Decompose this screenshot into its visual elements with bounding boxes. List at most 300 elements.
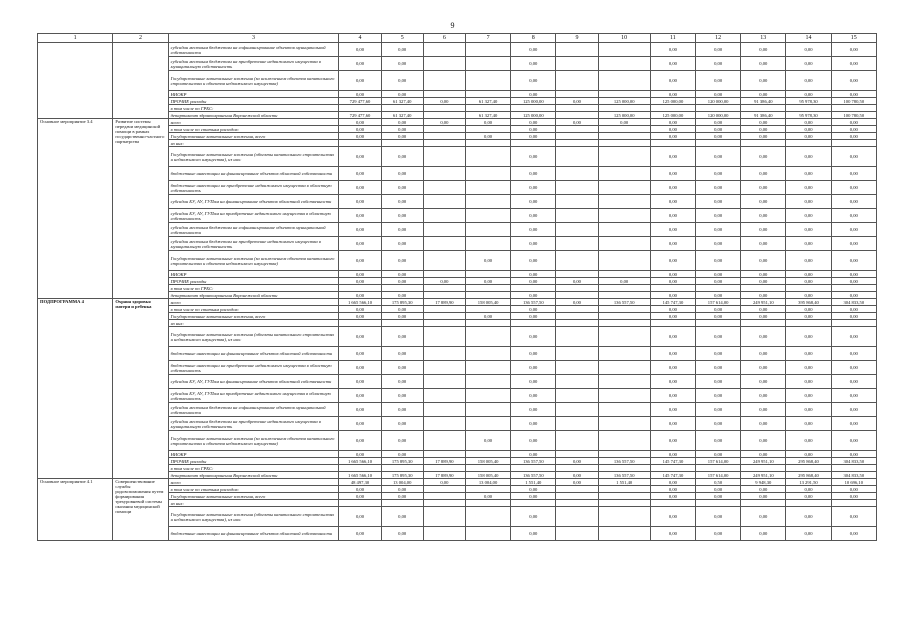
value-cell: 304 833,50: [831, 472, 876, 479]
value-cell: 61 327,40: [465, 98, 510, 105]
expense-label-cell: ПРОЧИЕ расходы: [168, 458, 339, 465]
value-cell: 17 889,90: [423, 472, 465, 479]
value-cell: 0,00: [339, 389, 381, 403]
value-cell: 0,00: [339, 209, 381, 223]
value-cell: [465, 271, 510, 278]
value-cell: [465, 403, 510, 417]
value-cell: 0,00: [556, 479, 598, 486]
value-cell: [556, 140, 598, 147]
value-cell: 0,00: [423, 119, 465, 126]
value-cell: [786, 320, 831, 327]
value-cell: 0,00: [650, 91, 695, 98]
value-cell: 0,00: [339, 133, 381, 140]
value-cell: [465, 320, 510, 327]
value-cell: [465, 91, 510, 98]
value-cell: [465, 451, 510, 458]
value-cell: [381, 285, 423, 292]
value-cell: 0,00: [786, 181, 831, 195]
page-number: 9: [450, 21, 455, 30]
value-cell: [423, 57, 465, 71]
value-cell: 0,00: [381, 126, 423, 133]
header-cell: 7: [465, 34, 510, 43]
value-cell: [598, 140, 650, 147]
value-cell: 136 557,50: [598, 299, 650, 306]
value-cell: 0,00: [381, 119, 423, 126]
expense-label-cell: департамент здравоохранения Воронежской области: [168, 472, 339, 479]
expense-label-cell: субсидии местным бюджетам на приобретение недвижимого имущества в муниципальную собственность: [168, 417, 339, 431]
value-cell: 0,00: [786, 119, 831, 126]
value-cell: 0,00: [339, 361, 381, 375]
value-cell: [423, 91, 465, 98]
value-cell: [423, 431, 465, 451]
expense-label-cell: Государственные капитальные вложения, всего: [168, 133, 339, 140]
value-cell: 0,00: [556, 278, 598, 285]
expense-label-cell: бюджетные инвестиции на финансирование объектов областной собственности: [168, 527, 339, 541]
value-cell: 0,00: [741, 313, 786, 320]
value-cell: 0,00: [831, 237, 876, 251]
value-cell: [696, 105, 741, 112]
value-cell: [423, 112, 465, 119]
value-cell: [556, 417, 598, 431]
value-cell: [598, 347, 650, 361]
value-cell: [556, 431, 598, 451]
value-cell: [423, 71, 465, 91]
expense-label-cell: в том числе по ГРБС:: [168, 465, 339, 472]
value-cell: [650, 465, 695, 472]
value-cell: [556, 451, 598, 458]
value-cell: [556, 306, 598, 313]
value-cell: 0,00: [696, 292, 741, 299]
value-cell: [556, 133, 598, 140]
value-cell: [556, 292, 598, 299]
value-cell: [786, 285, 831, 292]
value-cell: [598, 147, 650, 167]
value-cell: [741, 140, 786, 147]
value-cell: 0,00: [650, 251, 695, 271]
value-cell: [465, 292, 510, 299]
expense-label-cell: Государственные капитальные вложения (за исключением объектов капитального строительства и объектов недвижимого имущества): [168, 251, 339, 271]
value-cell: 0,00: [741, 493, 786, 500]
expense-label-cell: всего: [168, 479, 339, 486]
value-cell: [423, 403, 465, 417]
value-cell: [423, 147, 465, 167]
value-cell: [598, 313, 650, 320]
value-cell: 0,00: [650, 479, 695, 486]
value-cell: 0,00: [650, 292, 695, 299]
expense-label-cell: субсидии местным бюджетам на софинансирование объектов муниципальной собственности: [168, 223, 339, 237]
value-cell: 0,00: [696, 209, 741, 223]
value-cell: 0,00: [786, 271, 831, 278]
value-cell: [423, 465, 465, 472]
value-cell: 0,00: [696, 403, 741, 417]
value-cell: 0,00: [786, 91, 831, 98]
value-cell: [598, 43, 650, 57]
value-cell: 0,00: [381, 451, 423, 458]
value-cell: 157 614,00: [696, 458, 741, 465]
value-cell: 95 978,30: [786, 112, 831, 119]
value-cell: 125 000,00: [511, 112, 556, 119]
value-cell: 0,00: [511, 389, 556, 403]
value-cell: 0,00: [696, 195, 741, 209]
value-cell: [339, 465, 381, 472]
value-cell: [423, 251, 465, 271]
value-cell: 0,00: [831, 347, 876, 361]
value-cell: [556, 500, 598, 507]
expense-label-cell: субсидии местным бюджетам на софинансирование объектов муниципальной собственности: [168, 403, 339, 417]
value-cell: [598, 195, 650, 209]
value-cell: 0,00: [741, 451, 786, 458]
value-cell: 0,00: [339, 278, 381, 285]
value-cell: 0,00: [650, 133, 695, 140]
value-cell: [598, 133, 650, 140]
program-name-cell: Совершенствование службы родовспоможения путем формирования трехуровневой системы оказания медицинской помощи: [113, 479, 168, 541]
value-cell: 0,00: [381, 133, 423, 140]
value-cell: [465, 306, 510, 313]
value-cell: 0,00: [339, 507, 381, 527]
value-cell: [831, 285, 876, 292]
value-cell: [556, 147, 598, 167]
value-cell: 0,00: [339, 431, 381, 451]
value-cell: 0,00: [556, 472, 598, 479]
value-cell: 0,00: [741, 237, 786, 251]
value-cell: 0,00: [511, 119, 556, 126]
value-cell: [465, 285, 510, 292]
value-cell: 0,00: [831, 181, 876, 195]
value-cell: 0,00: [511, 271, 556, 278]
value-cell: [598, 57, 650, 71]
expense-label-cell: субсидии местным бюджетам на приобретение недвижимого имущества в муниципальную собственность: [168, 237, 339, 251]
value-cell: [598, 105, 650, 112]
expense-label-cell: из них:: [168, 140, 339, 147]
value-cell: 0,00: [465, 119, 510, 126]
value-cell: 0,00: [741, 527, 786, 541]
header-cell: 14: [786, 34, 831, 43]
value-cell: [556, 271, 598, 278]
value-cell: 0,00: [423, 98, 465, 105]
value-cell: [598, 451, 650, 458]
expense-label-cell: субсидии БУ, АУ, ГУПам на финансирование объектов областной собственности: [168, 195, 339, 209]
expense-label-cell: Государственные капитальные вложения, всего: [168, 313, 339, 320]
value-cell: 0,00: [831, 313, 876, 320]
value-cell: 100 780,50: [831, 98, 876, 105]
value-cell: [556, 195, 598, 209]
value-cell: 0,00: [339, 147, 381, 167]
value-cell: [556, 91, 598, 98]
value-cell: [831, 320, 876, 327]
value-cell: 0,00: [696, 181, 741, 195]
value-cell: 0,00: [511, 57, 556, 71]
value-cell: 0,00: [511, 43, 556, 57]
budget-table: [37, 33, 877, 541]
value-cell: 0,00: [381, 417, 423, 431]
value-cell: 0,00: [696, 507, 741, 527]
value-cell: 0,00: [786, 237, 831, 251]
value-cell: 0,00: [650, 126, 695, 133]
value-cell: 136 557,50: [598, 472, 650, 479]
value-cell: 0,00: [831, 71, 876, 91]
program-name-cell: Охрана здоровья матери и ребенка: [113, 299, 168, 479]
value-cell: 0,00: [831, 486, 876, 493]
value-cell: [650, 285, 695, 292]
value-cell: [381, 140, 423, 147]
value-cell: 1 551,40: [598, 479, 650, 486]
value-cell: [511, 320, 556, 327]
value-cell: 17 889,90: [423, 458, 465, 465]
value-cell: 0,00: [465, 493, 510, 500]
value-cell: [423, 486, 465, 493]
value-cell: [556, 251, 598, 271]
value-cell: 13 004,00: [465, 479, 510, 486]
value-cell: 0,00: [511, 527, 556, 541]
value-cell: 0,00: [511, 451, 556, 458]
value-cell: [381, 320, 423, 327]
value-cell: 0,00: [381, 223, 423, 237]
value-cell: 0,00: [650, 493, 695, 500]
expense-label-cell: субсидии местным бюджетам на приобретение недвижимого имущества в муниципальную собственность: [168, 57, 339, 71]
value-cell: 249 951,10: [741, 299, 786, 306]
value-cell: 0,00: [696, 375, 741, 389]
value-cell: [831, 105, 876, 112]
value-cell: [465, 140, 510, 147]
value-cell: 0,00: [650, 43, 695, 57]
expense-label-cell: всего: [168, 299, 339, 306]
value-cell: [598, 91, 650, 98]
value-cell: 0,00: [696, 237, 741, 251]
value-cell: [556, 57, 598, 71]
value-cell: 0,00: [741, 91, 786, 98]
value-cell: 0,00: [831, 507, 876, 527]
value-cell: 0,00: [696, 327, 741, 347]
header-cell: 13: [741, 34, 786, 43]
value-cell: 0,00: [786, 147, 831, 167]
value-cell: 0,00: [511, 133, 556, 140]
value-cell: 0,00: [381, 375, 423, 389]
value-cell: [423, 140, 465, 147]
value-cell: [465, 486, 510, 493]
value-cell: 136 557,50: [511, 458, 556, 465]
value-cell: 0,00: [786, 451, 831, 458]
value-cell: 0,00: [786, 486, 831, 493]
value-cell: 145 747,30: [650, 299, 695, 306]
value-cell: 0,00: [381, 57, 423, 71]
value-cell: [741, 465, 786, 472]
value-cell: 0,00: [741, 486, 786, 493]
value-cell: 0,00: [650, 306, 695, 313]
value-cell: 304 833,50: [831, 299, 876, 306]
value-cell: 0,00: [511, 403, 556, 417]
value-cell: 0,00: [650, 375, 695, 389]
value-cell: [423, 223, 465, 237]
value-cell: 0,00: [650, 347, 695, 361]
value-cell: [556, 285, 598, 292]
value-cell: 13 004,00: [381, 479, 423, 486]
value-cell: [696, 320, 741, 327]
value-cell: 0,00: [831, 167, 876, 181]
value-cell: [423, 361, 465, 375]
value-cell: 0,00: [786, 167, 831, 181]
value-cell: [511, 465, 556, 472]
value-cell: 0,00: [741, 431, 786, 451]
value-cell: 0,00: [339, 375, 381, 389]
header-cell: 1: [38, 34, 113, 43]
value-cell: [556, 71, 598, 91]
value-cell: 0,00: [741, 271, 786, 278]
value-cell: 0,00: [696, 91, 741, 98]
value-cell: 0,00: [831, 271, 876, 278]
value-cell: [423, 167, 465, 181]
value-cell: 0,00: [556, 119, 598, 126]
value-cell: [650, 140, 695, 147]
value-cell: 0,00: [339, 237, 381, 251]
value-cell: [696, 465, 741, 472]
value-cell: 0,00: [650, 451, 695, 458]
value-cell: 0,00: [650, 361, 695, 375]
value-cell: 0,00: [381, 292, 423, 299]
value-cell: 0,00: [381, 306, 423, 313]
value-cell: 0,00: [511, 431, 556, 451]
value-cell: 0,00: [381, 347, 423, 361]
value-cell: 0,00: [650, 507, 695, 527]
value-cell: 0,00: [511, 251, 556, 271]
value-cell: 0,00: [786, 57, 831, 71]
value-cell: 136 557,50: [598, 458, 650, 465]
value-cell: [650, 500, 695, 507]
value-cell: [465, 361, 510, 375]
value-cell: 0,00: [339, 181, 381, 195]
header-cell: 15: [831, 34, 876, 43]
value-cell: [556, 375, 598, 389]
value-cell: [696, 140, 741, 147]
value-cell: 0,00: [831, 43, 876, 57]
value-cell: 0,00: [831, 375, 876, 389]
value-cell: [423, 271, 465, 278]
value-cell: [598, 223, 650, 237]
value-cell: [339, 320, 381, 327]
value-cell: 0,00: [381, 507, 423, 527]
value-cell: 0,00: [650, 278, 695, 285]
value-cell: [556, 181, 598, 195]
value-cell: 0,00: [696, 527, 741, 541]
value-cell: [598, 486, 650, 493]
value-cell: [423, 133, 465, 140]
value-cell: 0,00: [831, 147, 876, 167]
value-cell: 0,00: [696, 361, 741, 375]
value-cell: 0,00: [741, 389, 786, 403]
value-cell: 0,00: [696, 43, 741, 57]
program-code-cell: Основное мероприятие 4.1: [38, 479, 113, 541]
value-cell: [831, 500, 876, 507]
value-cell: 0,00: [381, 327, 423, 347]
value-cell: 0,00: [741, 292, 786, 299]
expense-label-cell: ПРОЧИЕ расходы: [168, 98, 339, 105]
value-cell: 0,00: [339, 306, 381, 313]
value-cell: 1 551,40: [511, 479, 556, 486]
expense-label-cell: Государственные капитальные вложения (за исключением объектов капитального строительства и объектов недвижимого имущества): [168, 431, 339, 451]
value-cell: 91 386,40: [741, 112, 786, 119]
value-cell: 158 005,40: [465, 299, 510, 306]
value-cell: [598, 292, 650, 299]
value-cell: 0,00: [741, 71, 786, 91]
value-cell: [465, 167, 510, 181]
value-cell: 0,00: [511, 292, 556, 299]
value-cell: [598, 306, 650, 313]
value-cell: [786, 105, 831, 112]
value-cell: 0,00: [650, 389, 695, 403]
value-cell: [339, 105, 381, 112]
value-cell: 0,00: [650, 195, 695, 209]
value-cell: 0,00: [556, 299, 598, 306]
value-cell: 0,00: [511, 486, 556, 493]
expense-label-cell: департамент здравоохранения Воронежской области: [168, 292, 339, 299]
program-name-cell: Развитие системы передачи медицинской помощи в рамках государственно-частного партнерства: [113, 119, 168, 299]
value-cell: 0,00: [465, 431, 510, 451]
value-cell: [556, 43, 598, 57]
value-cell: 0,00: [381, 195, 423, 209]
value-cell: 125 000,00: [511, 98, 556, 105]
value-cell: 125 000,00: [598, 98, 650, 105]
value-cell: [556, 237, 598, 251]
value-cell: 0,00: [381, 167, 423, 181]
value-cell: 0,00: [511, 147, 556, 167]
value-cell: [465, 500, 510, 507]
value-cell: 145 747,30: [650, 458, 695, 465]
value-cell: 0,00: [423, 479, 465, 486]
value-cell: 0,00: [696, 167, 741, 181]
value-cell: 0,00: [381, 431, 423, 451]
value-cell: 0,00: [831, 292, 876, 299]
value-cell: 0,00: [511, 237, 556, 251]
value-cell: [465, 389, 510, 403]
value-cell: [741, 320, 786, 327]
value-cell: 729 477,60: [339, 98, 381, 105]
value-cell: 0,00: [786, 71, 831, 91]
value-cell: [556, 389, 598, 403]
value-cell: 0,00: [831, 451, 876, 458]
expense-label-cell: Государственные капитальные вложения (за исключением объектов капитального строительства и объектов недвижимого имущества): [168, 71, 339, 91]
expense-label-cell: ПРОЧИЕ расходы: [168, 278, 339, 285]
value-cell: 0,00: [511, 417, 556, 431]
value-cell: 0,00: [339, 486, 381, 493]
value-cell: 0,00: [339, 292, 381, 299]
expense-label-cell: субсидии местным бюджетам на софинансирование объектов муниципальной собственности: [168, 43, 339, 57]
value-cell: 0,00: [831, 251, 876, 271]
expense-label-cell: в том числе по статьям расходов:: [168, 126, 339, 133]
value-cell: [423, 500, 465, 507]
value-cell: [423, 285, 465, 292]
value-cell: 0,00: [339, 417, 381, 431]
value-cell: 120 000,00: [696, 98, 741, 105]
value-cell: 0,00: [696, 486, 741, 493]
value-cell: [511, 285, 556, 292]
header-cell: 4: [339, 34, 381, 43]
value-cell: [556, 347, 598, 361]
value-cell: 0,00: [741, 375, 786, 389]
value-cell: [381, 500, 423, 507]
value-cell: 0,00: [339, 451, 381, 458]
table-row: [38, 299, 877, 306]
value-cell: 10 696,10: [831, 479, 876, 486]
expense-label-cell: бюджетные инвестиции на приобретение недвижимого имущества в областную собственность: [168, 361, 339, 375]
value-cell: 0,00: [339, 403, 381, 417]
value-cell: 0,00: [831, 278, 876, 285]
value-cell: [598, 389, 650, 403]
value-cell: 0,00: [511, 327, 556, 347]
value-cell: [423, 126, 465, 133]
header-cell: 11: [650, 34, 695, 43]
value-cell: 0,00: [786, 361, 831, 375]
program-code-cell: Основное мероприятие 3.4: [38, 119, 113, 299]
value-cell: 136 557,50: [511, 299, 556, 306]
